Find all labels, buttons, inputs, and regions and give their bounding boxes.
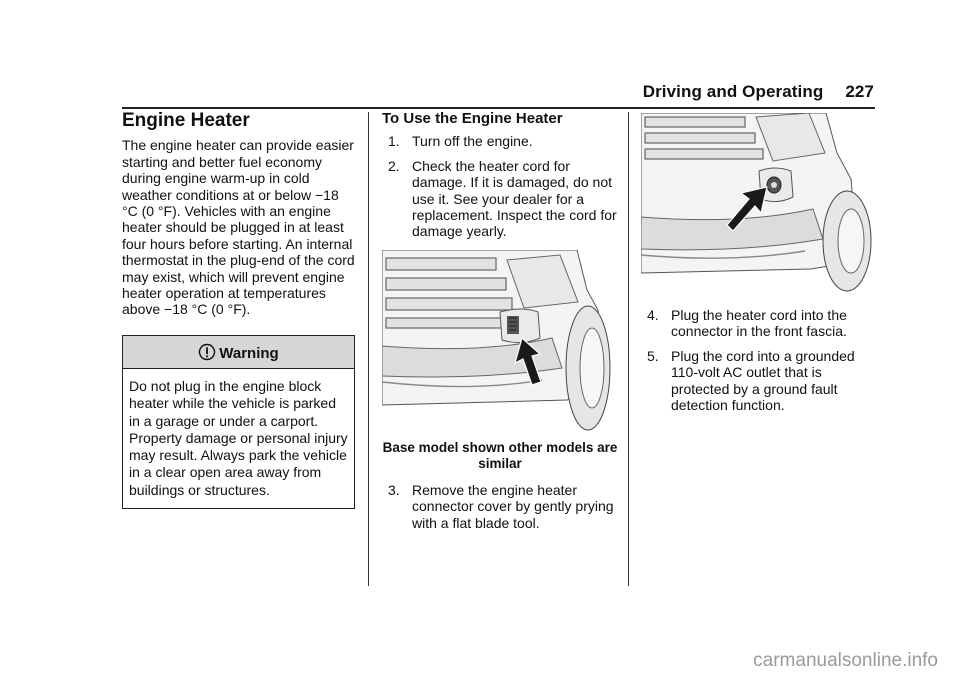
warning-icon xyxy=(198,343,216,361)
step-number: 1. xyxy=(388,133,400,150)
warning-title: Warning xyxy=(219,344,279,362)
step-number: 4. xyxy=(647,307,659,323)
column-use-heater xyxy=(382,111,618,539)
intro-paragraph: The engine heater can provide easier starting and better fuel economy during engine warm-up in cold weather conditions at or below −18 °C (0 °F). Vehicles with an engine heater should be plugged in at least four hours before starting. An internal thermostat in the plug-end of the cord may exist, which will prevent engine heater operation at temperatures above −18 °C (0 °F). xyxy=(122,137,355,318)
section-title: Driving and Operating xyxy=(642,82,824,101)
header-rule xyxy=(122,107,875,109)
running-header xyxy=(643,82,874,102)
page-number: 227 xyxy=(845,82,874,101)
steps-list-continued xyxy=(382,482,618,531)
column-plug-in xyxy=(641,111,877,421)
column-divider-2 xyxy=(628,112,629,586)
steps-list-final xyxy=(641,307,877,413)
subsection-heading: To Use the Engine Heater xyxy=(382,110,563,127)
list-item xyxy=(641,348,877,414)
watermark: carmanualsonline.info xyxy=(753,650,938,671)
step-number: 5. xyxy=(647,347,659,364)
step-text: Turn off the engine. xyxy=(412,133,533,150)
figure-caption: Base model shown other models are similar xyxy=(382,439,618,471)
list-item xyxy=(382,482,618,531)
column-divider-1 xyxy=(368,112,369,586)
step-text: Remove the engine heater connector cover by gently prying with a flat blade tool. xyxy=(412,481,614,531)
warning-text: Do not plug in the engine block heater while the vehicle is parked in a garage or under a carport. Property damage or personal injury may result. Always park the vehicle in a clear open area away from buildings or structures. xyxy=(129,378,348,498)
figure-fascia-connector xyxy=(382,250,615,432)
figure-heater-connector xyxy=(641,113,874,293)
list-item xyxy=(641,307,877,340)
column-engine-heater xyxy=(122,111,358,509)
step-text: Plug the cord into a grounded 110-volt AC outlet that is protected by a ground fault detection function. xyxy=(671,347,855,414)
step-text: Check the heater cord for damage. If it is damaged, do not use it. See your dealer for a replacement. Inspect the cord for damage yearly. xyxy=(412,157,617,240)
step-number: 2. xyxy=(388,157,400,174)
step-number: 3. xyxy=(388,481,400,498)
step-text: Plug the heater cord into the connector in the front fascia. xyxy=(671,307,847,340)
list-item xyxy=(382,133,618,149)
steps-list xyxy=(382,133,618,239)
list-item xyxy=(382,158,618,240)
warning-box xyxy=(122,335,355,509)
warning-header xyxy=(123,336,354,369)
section-heading: Engine Heater xyxy=(122,110,250,131)
